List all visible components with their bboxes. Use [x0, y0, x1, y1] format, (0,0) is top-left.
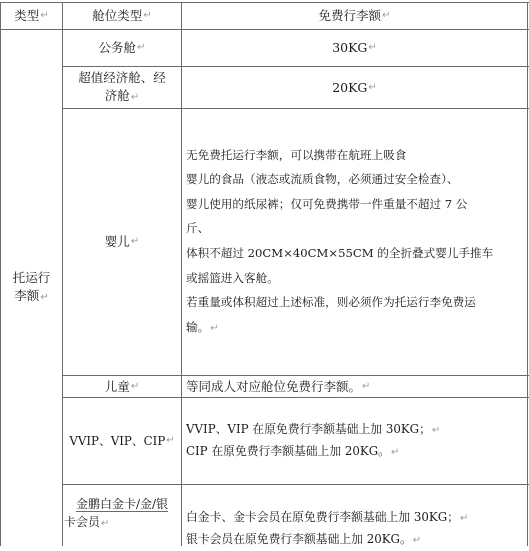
vip-allowance-cell — [186, 398, 525, 484]
economy-cabin-line-1: 超值经济舱、经 — [78, 69, 166, 85]
paragraph-mark: ↵ — [390, 447, 400, 458]
economy-allowance-value: 20KG — [332, 79, 368, 95]
header-allowance — [182, 3, 527, 29]
header-type-label: 类型 — [14, 8, 40, 23]
infant-rule-line: 无免费托运行李额，可以携带在航班上吸食 — [186, 147, 407, 162]
paragraph-mark: ↵ — [143, 10, 152, 21]
infant-cabin-label: 婴儿 — [104, 234, 130, 249]
infant-rule-line: 婴儿使用的纸尿裤；仅可免费携带一件重量不超过 7 公 — [186, 196, 468, 211]
header-type — [1, 3, 62, 29]
business-allowance-value: 30KG — [332, 40, 368, 55]
child-cabin-cell — [63, 376, 181, 397]
paragraph-mark: ↵ — [368, 42, 377, 53]
col-divider — [527, 2, 528, 546]
paragraph-mark: ↵ — [368, 81, 377, 93]
header-cabin — [63, 3, 181, 29]
category-line-1: 托运行 — [12, 270, 51, 285]
paragraph-mark: ↵ — [40, 10, 49, 21]
business-cabin-cell — [63, 30, 181, 66]
child-allowance-cell — [186, 376, 525, 397]
infant-allowance-cell — [186, 109, 525, 375]
vip-cabin-label: VVIP、VIP、CIP — [69, 434, 166, 448]
infant-rule-line: 若重量或体积超过上述标准，则必须作为托运行李免费运 — [186, 295, 476, 310]
member-allowance-cell — [186, 485, 525, 546]
economy-cabin-cell — [63, 67, 181, 108]
paragraph-mark: ↵ — [101, 518, 110, 529]
paragraph-mark: ↵ — [137, 42, 146, 53]
member-rule-line: 白金卡、金卡会员在原免费行李额基础上加 30KG； — [186, 510, 459, 524]
paragraph-mark: ↵ — [130, 380, 140, 392]
member-cabin-cell — [63, 485, 181, 546]
header-allowance-label: 免费行李额 — [318, 8, 382, 23]
paragraph-mark: ↵ — [431, 425, 441, 436]
infant-rule-line: 或摇篮进入客舱。 — [186, 270, 279, 285]
paragraph-mark: ↵ — [130, 236, 140, 247]
economy-allowance-cell — [182, 67, 527, 108]
paragraph-mark: ↵ — [459, 513, 469, 524]
paragraph-mark: ↵ — [382, 10, 391, 21]
child-cabin-label: 儿童 — [104, 378, 130, 394]
member-cabin-line-1: 金鹏白金卡/金/银 — [75, 497, 169, 511]
member-rule-line: 银卡会员在原免费行李额基础上加 20KG。 — [186, 532, 412, 546]
paragraph-mark: ↵ — [166, 435, 175, 446]
vip-rule-line: CIP 在原免费行李额基础上加 20KG。 — [186, 444, 390, 458]
paragraph-mark: ↵ — [362, 380, 371, 392]
vip-cabin-cell — [63, 398, 181, 484]
paragraph-mark: ↵ — [210, 322, 219, 334]
business-allowance-cell — [182, 30, 527, 66]
paragraph-mark: ↵ — [412, 535, 422, 546]
economy-cabin-line-2: 济舱 — [104, 87, 130, 103]
infant-rule-line: 输。 — [186, 319, 210, 334]
member-cabin-line-2: 卡会员 — [64, 515, 101, 529]
infant-rule-line: 斤、 — [186, 221, 210, 236]
category-line-2: 李额 — [14, 288, 40, 303]
paragraph-mark: ↵ — [130, 91, 140, 103]
vip-rule-line: VVIP、VIP 在原免费行李额基础上加 30KG； — [186, 422, 431, 436]
infant-rule-line: 婴儿的食品（液态或流质食物，必须通过安全检查）、 — [186, 172, 459, 187]
business-cabin-label: 公务舱 — [98, 40, 137, 55]
child-allowance-value: 等同成人对应舱位免费行李额。 — [186, 378, 362, 394]
paragraph-mark: ↵ — [40, 292, 49, 303]
infant-cabin-cell — [63, 109, 181, 375]
infant-rule-line: 体积不超过 20CM×40CM×55CM 的全折叠式婴儿手推车 — [186, 246, 494, 260]
category-checked-baggage — [1, 30, 62, 546]
header-cabin-label: 舱位类型 — [92, 8, 143, 23]
